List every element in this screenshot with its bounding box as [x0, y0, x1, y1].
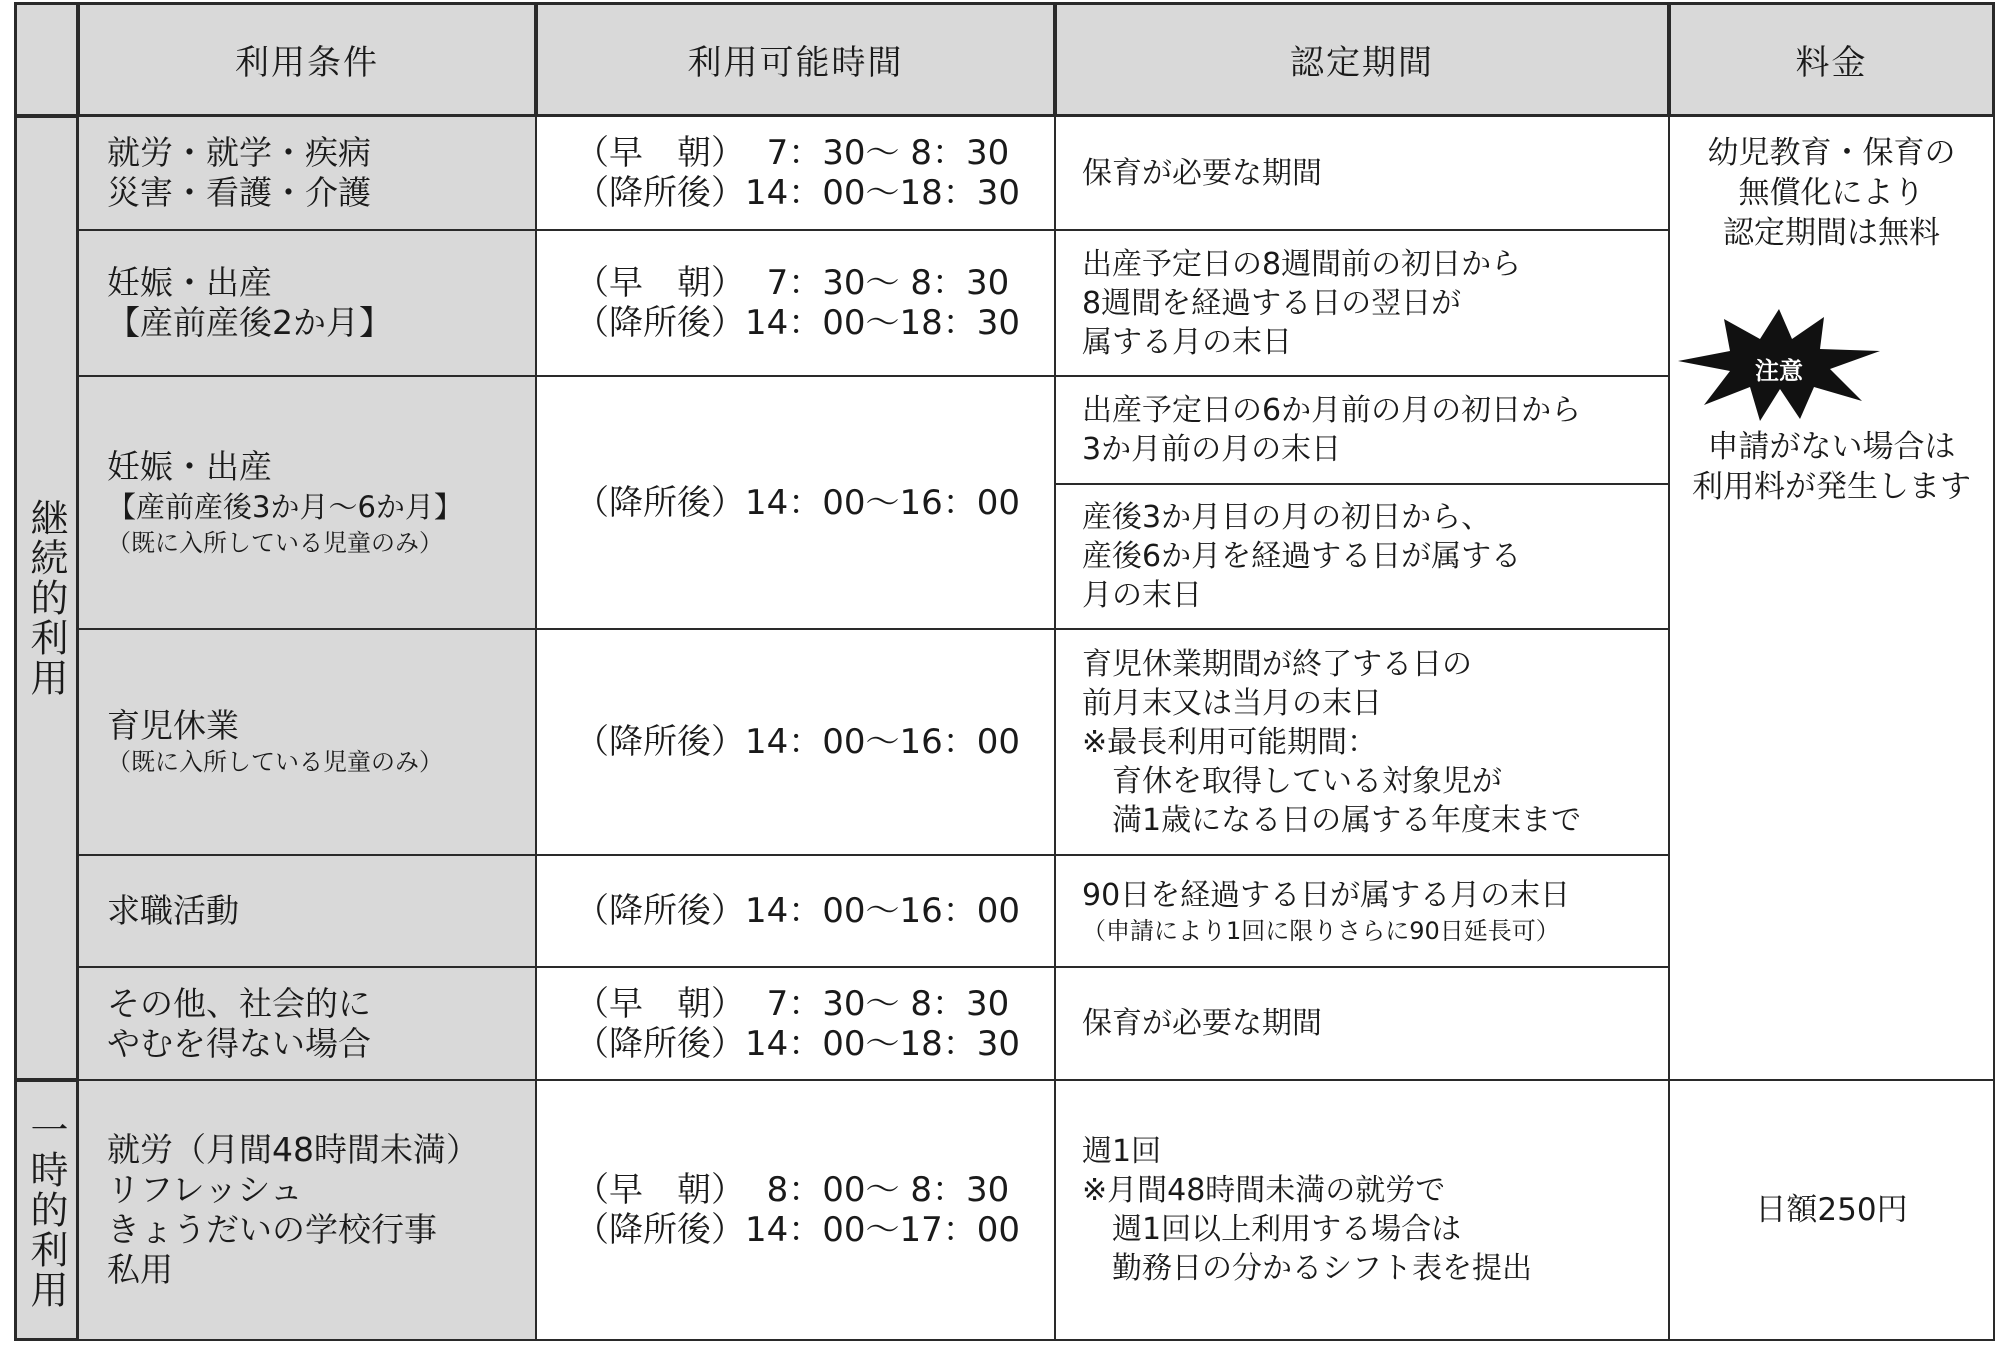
row3-condition-line1: 妊娠・出産: [107, 446, 272, 486]
row7-period: 週1回 ※月間48時間未満の就労で 週1回以上利用する場合は 勤務日の分かるシフト表を提出: [1054, 1079, 1670, 1341]
row6-condition-line1: その他、社会的に: [107, 983, 371, 1023]
row5-period-text: 90日を経過する日が属する月の末日: [1082, 877, 1571, 913]
row4-period: 育児休業期間が終了する日の 前月末又は当月の末日 ※最長利用可能期間： 育休を取得している対象児が 満1歳になる日の属する年度末まで: [1054, 628, 1670, 856]
row6-time: （早 朝） 7：30～ 8：30 （降所後）14：00～18：30: [535, 966, 1056, 1081]
row4-condition: [77, 628, 537, 856]
row3-condition: [77, 375, 537, 630]
header-fee: 料金: [1668, 2, 1995, 117]
group-temporary-label: 一時的利用: [24, 1110, 68, 1310]
header-corner: [14, 2, 79, 117]
row1-condition: [77, 115, 537, 231]
row1-condition-line1: 就労・就学・疾病: [107, 133, 371, 172]
row1-time: （早 朝） 7：30～ 8：30 （降所後）14：00～18：30: [535, 115, 1056, 231]
row5-condition: [77, 854, 537, 968]
row3-period-a: 出産予定日の6か月前の月の初日から 3か月前の月の末日: [1054, 375, 1670, 485]
row6-condition-line2: やむを得ない場合: [107, 1023, 371, 1063]
row7-condition: [77, 1079, 537, 1341]
row5-time: （降所後）14：00～16：00: [535, 854, 1056, 968]
row6-condition: [77, 966, 537, 1081]
row1-condition-line2: 災害・看護・介護: [107, 173, 371, 212]
row2-time: （早 朝） 7：30～ 8：30 （降所後）14：00～18：30: [535, 229, 1056, 377]
fee-continuous-top: 幼児教育・保育の 無償化により 認定期間は無料: [1707, 135, 1956, 251]
header-condition: 利用条件: [77, 2, 537, 117]
group-continuous: [14, 115, 79, 1081]
fee-temporary: [1668, 1079, 1995, 1341]
row4-condition-note: （既に入所している児童のみ）: [107, 748, 443, 776]
row7-condition-line2: リフレッシュ: [107, 1170, 303, 1209]
row3-condition-note: （既に入所している児童のみ）: [107, 528, 443, 557]
row2-condition: [77, 229, 537, 377]
group-temporary: [14, 1079, 79, 1341]
fee-schedule-table: [14, 2, 1997, 1341]
notice-label: 注意: [1755, 357, 1803, 385]
row4-condition-line1: 育児休業: [107, 706, 239, 745]
row3-condition-line2: 【産前産後3か月～6か月】: [107, 489, 463, 524]
row1-period: 保育が必要な期間: [1054, 115, 1670, 231]
header-time: 利用可能時間: [535, 2, 1056, 117]
row3-time: （降所後）14：00～16：00: [535, 375, 1056, 630]
row5-condition-line1: 求職活動: [107, 891, 239, 930]
row3-period-b: 産後3か月目の月の初日から、 産後6か月を経過する日が属する 月の末日: [1054, 483, 1670, 630]
row7-condition-line4: 私用: [107, 1250, 173, 1289]
row7-condition-line3: きょうだいの学校行事: [107, 1210, 437, 1249]
row7-time: （早 朝） 8：00～ 8：30 （降所後）14：00～17：00: [535, 1079, 1056, 1341]
row5-period: [1054, 854, 1670, 968]
row2-period: 出産予定日の8週間前の初日から 8週間を経過する日の翌日が 属する月の末日: [1054, 229, 1670, 377]
row2-condition-line1: 妊娠・出産: [107, 263, 272, 302]
row2-condition-line2: 【産前産後2か月】: [107, 303, 392, 342]
row7-condition-line1: 就労（月間48時間未満）: [107, 1130, 479, 1169]
header-period: 認定期間: [1054, 2, 1670, 117]
row6-period: 保育が必要な期間: [1054, 966, 1670, 1081]
fee-temporary-text: 日額250円: [1755, 1192, 1908, 1228]
fee-continuous: [1668, 115, 1995, 1081]
group-continuous-label: 継続的利用: [24, 498, 68, 698]
row4-time: （降所後）14：00～16：00: [535, 628, 1056, 856]
row5-period-note: （申請により1回に限りさらに90日延長可）: [1082, 916, 1560, 945]
fee-continuous-bottom: 申請がない場合は 利用料が発生します: [1692, 429, 1971, 505]
